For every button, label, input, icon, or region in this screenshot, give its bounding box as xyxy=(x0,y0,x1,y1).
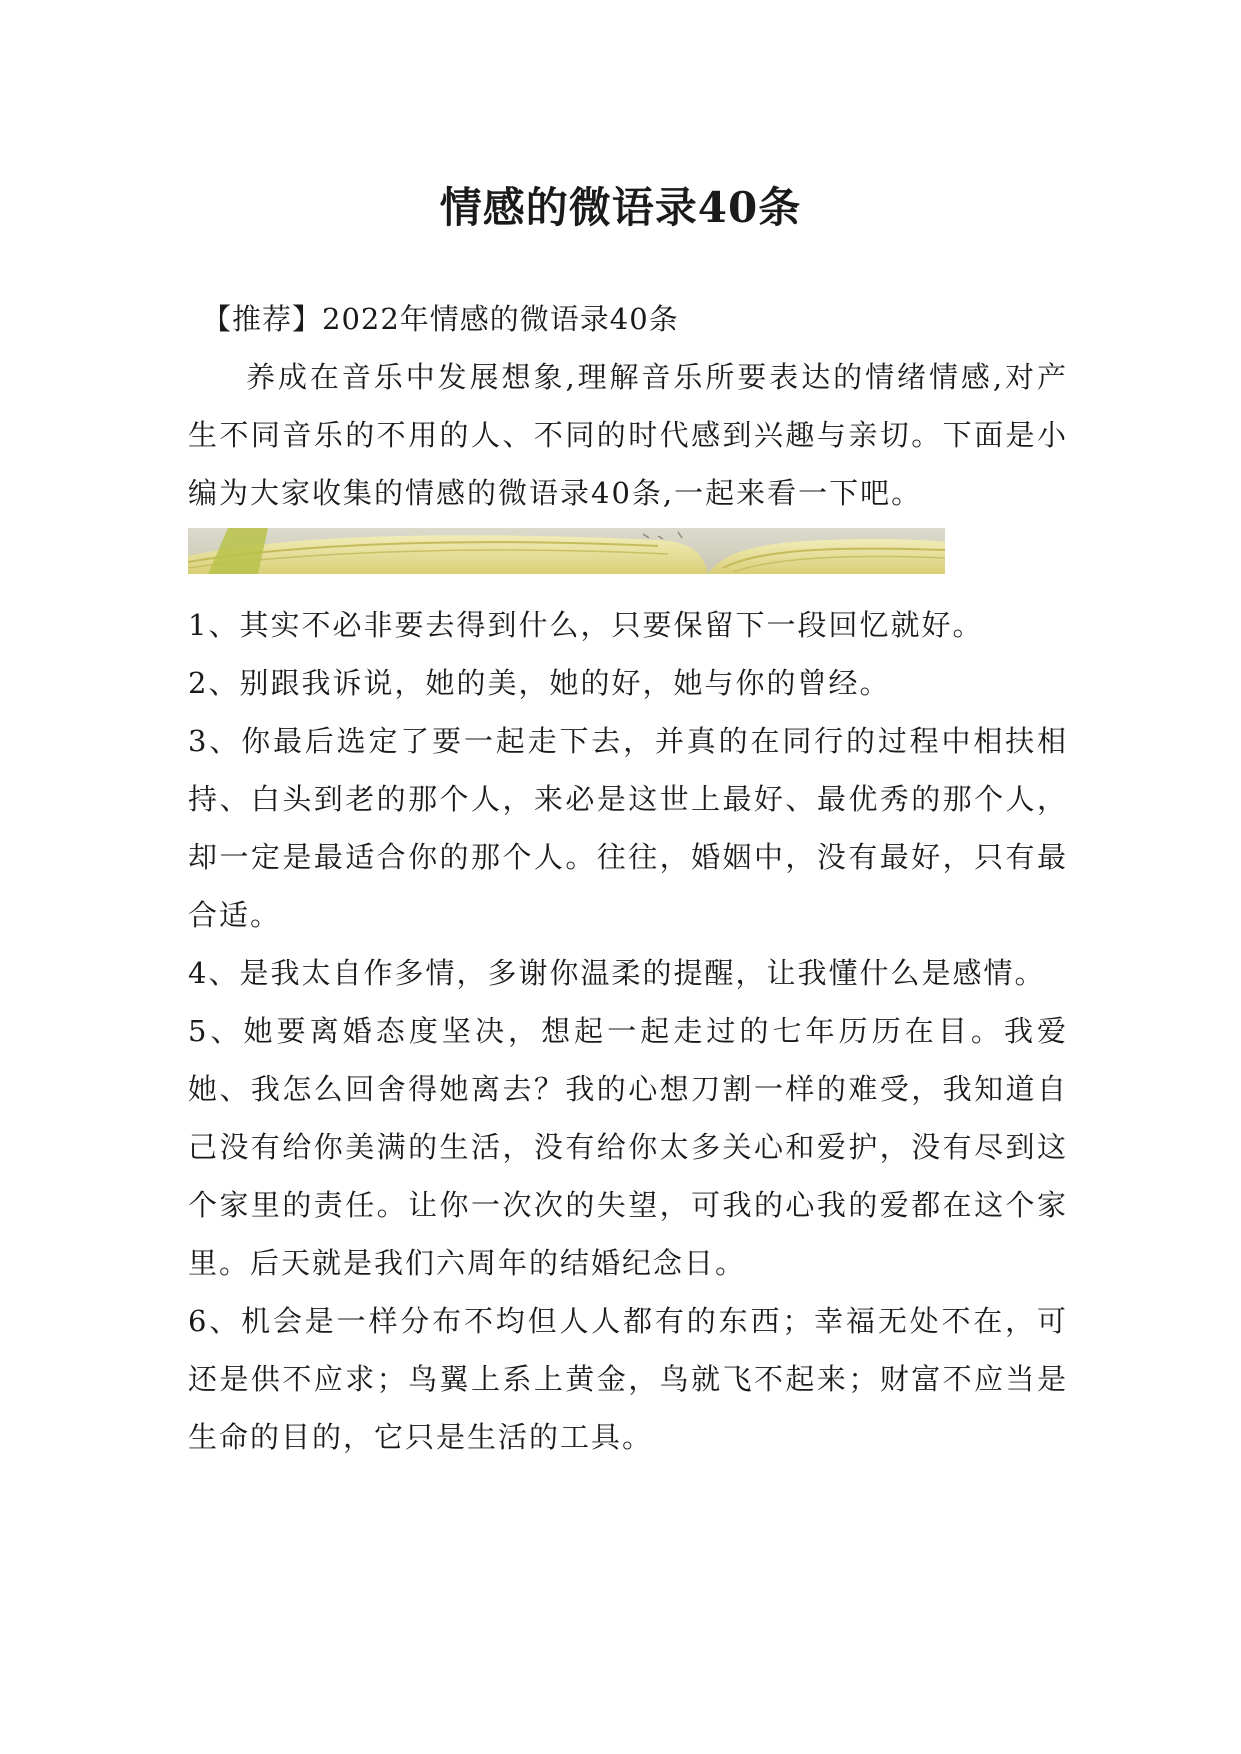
list-item: 3、你最后选定了要一起走下去，并真的在同行的过程中相扶相持、白头到老的那个人，来必是这世上最好、最优秀的那个人，却一定是最适合你的那个人。往往，婚姻中，没有最好，只有最合适。 xyxy=(188,724,1068,932)
list-item: 4、是我太自作多情，多谢你温柔的提醒，让我懂什么是感情。 xyxy=(188,956,1046,990)
list-item: 2、别跟我诉说，她的美，她的好，她与你的曾经。 xyxy=(188,666,891,700)
open-book-image xyxy=(188,528,945,574)
list-item: 1、其实不必非要去得到什么，只要保留下一段回忆就好。 xyxy=(188,608,984,642)
document-subtitle: 【推荐】2022年情感的微语录40条 xyxy=(202,302,679,336)
document-body xyxy=(188,290,1068,1466)
list-item: 5、她要离婚态度坚决，想起一起走过的七年历历在目。我爱她、我怎么回舍得她离去？我的心想刀割一样的难受，我知道自己没有给你美满的生活，没有给你太多关心和爱护，没有尽到这个家里的责任。让你一次次的失望，可我的心我的爱都在这个家里。后天就是我们六周年的结婚纪念日。 xyxy=(188,1014,1068,1280)
quote-list xyxy=(188,596,1068,1466)
intro-paragraph: 养成在音乐中发展想象,理解音乐所要表达的情绪情感,对产生不同音乐的不用的人、不同的时代感到兴趣与亲切。下面是小编为大家收集的情感的微语录40条,一起来看一下吧。 xyxy=(188,360,1068,510)
page-title: 情感的微语录40条 xyxy=(439,183,802,233)
list-item: 6、机会是一样分布不均但人人都有的东西；幸福无处不在，可还是供不应求；鸟翼上系上黄金，鸟就飞不起来；财富不应当是生命的目的，它只是生活的工具。 xyxy=(188,1304,1068,1454)
